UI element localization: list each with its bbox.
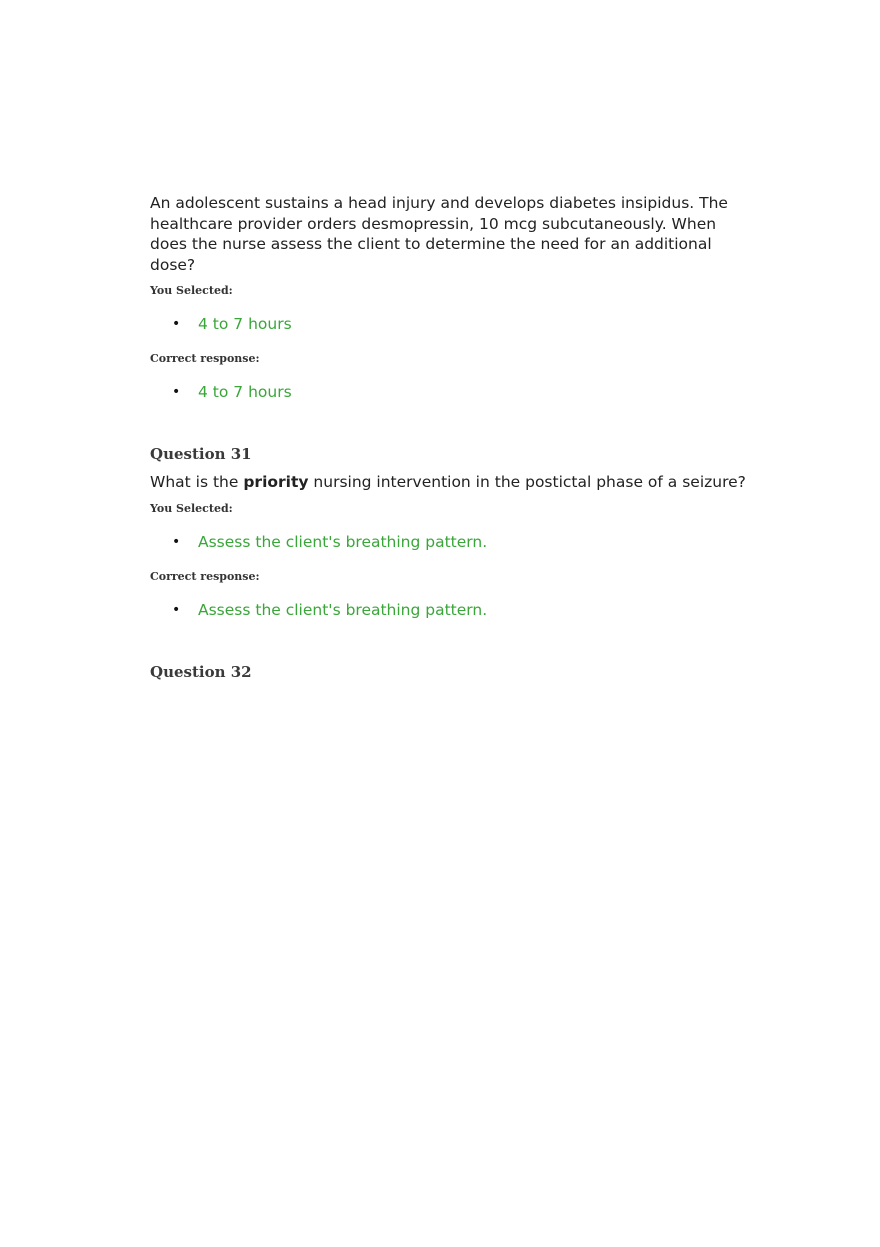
you-selected-list <box>150 532 750 552</box>
selected-answer-text: Assess the client's breathing pattern. <box>198 532 488 551</box>
correct-answer-text: 4 to 7 hours <box>198 383 292 401</box>
question-text <box>150 472 750 493</box>
question-text-suffix: nursing intervention in the postictal phase of a seizure? <box>308 473 746 491</box>
correct-answer-text: Assess the client's breathing pattern. <box>198 600 488 619</box>
question-heading: Question 32 <box>150 662 252 681</box>
bullet-icon: • <box>172 533 181 550</box>
question-text-emphasis: priority <box>243 473 309 491</box>
correct-response-list <box>150 600 750 620</box>
bullet-icon: • <box>172 384 181 400</box>
correct-answer <box>150 382 750 402</box>
you-selected-label: You Selected: <box>150 501 233 515</box>
document-page <box>150 193 750 681</box>
question-heading: Question 31 <box>150 445 252 463</box>
selected-answer <box>150 314 750 334</box>
bullet-icon: • <box>172 601 181 618</box>
you-selected-label: You Selected: <box>150 284 233 297</box>
correct-response-list <box>150 382 750 402</box>
correct-response-label: Correct response: <box>150 569 260 583</box>
question-text-prefix: What is the <box>150 473 244 491</box>
bullet-icon: • <box>172 316 181 332</box>
correct-response-label: Correct response: <box>150 352 260 365</box>
selected-answer <box>150 532 750 552</box>
you-selected-list <box>150 314 750 334</box>
correct-answer <box>150 600 750 620</box>
question-text: An adolescent sustains a head injury and develops diabetes insipidus. The healthcare provider orders desmopressin, 10 mcg subcutaneously. When does the nurse assess the client to determine the need for an additional dose? <box>150 194 728 274</box>
selected-answer-text: 4 to 7 hours <box>198 315 292 333</box>
